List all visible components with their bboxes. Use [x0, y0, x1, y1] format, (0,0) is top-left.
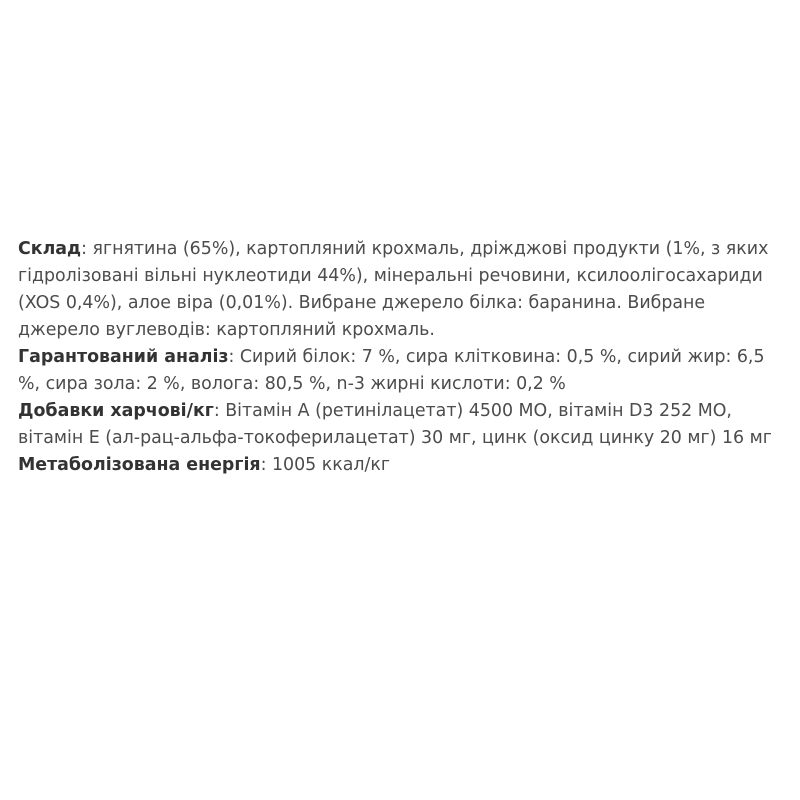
analysis-text: Сирий білок: 7 %, сира клітковина: 0,5 %, сирий жир: 6,5 %, сира зола: 2 %, волога: 80,5 %, n-3 жирні кислоти: 0,2 %	[18, 347, 765, 394]
additives-text: Вітамін А (ретинілацетат) 4500 МО, вітамін D3 252 МО, вітамін Е (ал-рац-альфа-токоферилацетат) 30 мг, цинк (оксид цинку 20 мг) 16 мг	[18, 401, 772, 448]
analysis-section	[18, 344, 782, 398]
additives-separator: :	[213, 401, 226, 421]
additives-section	[18, 398, 782, 452]
composition-text: ягнятина (65%), картопляний крохмаль, дріжджові продукти (1%, з яких гідролізовані вільні нуклеотиди 44%), мінеральні речовини, ксилоолігосахариди (XOS 0,4%), алое віра (0,01%). Вибране джерело білка: баранина. Вибране джерело вуглеводів: картопляний крохмаль.	[18, 239, 769, 340]
energy-separator: :	[260, 455, 272, 475]
additives-label: Добавки харчові/кг	[18, 401, 214, 421]
energy-section	[18, 452, 782, 479]
composition-section	[18, 236, 782, 344]
composition-label: Склад	[18, 239, 82, 259]
composition-separator: :	[81, 239, 93, 259]
energy-text: 1005 ккал/кг	[271, 455, 391, 475]
energy-label: Метаболізована енергія	[18, 455, 261, 475]
analysis-label: Гарантований аналіз	[18, 347, 229, 367]
analysis-separator: :	[228, 347, 240, 367]
